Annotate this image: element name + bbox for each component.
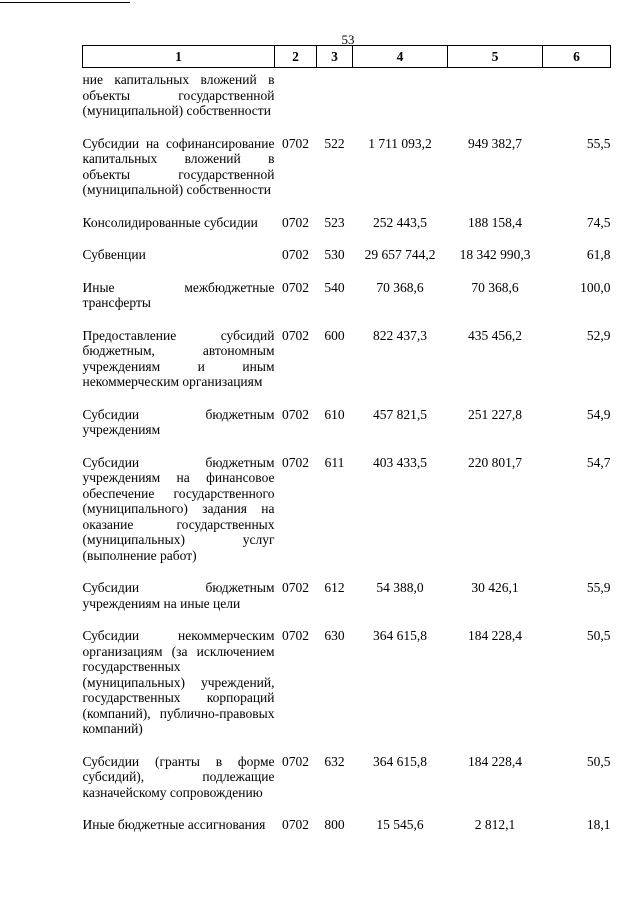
row-percent: 100,0 (580, 279, 611, 295)
column-header-1: 1 (83, 46, 275, 68)
row-section-code: 0702 (282, 406, 309, 422)
row-name: Субсидии бюджетным учреждениям на финансовое обеспечение государственного (муниципального) задания на оказание государственных (муниципальных) услуг (выполнение работ) (82, 454, 275, 563)
row-name: Субсидии некоммерческим организациям (за исключением государственных (муниципальных) учреждений, государственных корпораций (компаний), публично-правовых компаний) (82, 628, 275, 736)
table-row (83, 455, 611, 581)
row-section-code: 0702 (282, 628, 309, 643)
row-percent: 52,9 (586, 327, 611, 343)
row-expense-type: 540 (324, 279, 345, 295)
column-header-3: 3 (317, 46, 353, 68)
row-name: Субсидии на софинансирование капитальных вложений в объекты государственной (муниципальной) собственности (82, 135, 275, 197)
budget-table (82, 45, 611, 833)
row-section-code: 0702 (282, 279, 309, 295)
row-planned: 457 821,5 (373, 406, 427, 422)
table-row (83, 280, 611, 328)
column-header-5: 5 (448, 46, 543, 68)
row-percent (543, 68, 611, 136)
row-section-code: 0702 (282, 580, 309, 595)
row-expense-type: 530 (324, 247, 345, 262)
row-expense-type: 600 (324, 327, 345, 343)
top-left-rule (0, 2, 130, 3)
row-section-code: 0702 (282, 753, 309, 769)
row-expense-type: 611 (324, 454, 345, 470)
row-expense-type: 522 (324, 135, 345, 151)
table-row (83, 328, 611, 407)
row-planned: 364 615,8 (373, 753, 427, 769)
row-name: Иные бюджетные ассигнования (82, 817, 266, 832)
row-planned: 70 368,6 (376, 279, 424, 295)
row-percent: 74,5 (586, 214, 611, 230)
row-expense-type: 800 (324, 817, 345, 832)
table-row (83, 754, 611, 818)
row-planned: 822 437,3 (373, 327, 427, 343)
column-header-2: 2 (275, 46, 317, 68)
row-planned (353, 68, 448, 136)
row-expense-type: 632 (324, 753, 345, 769)
row-executed: 220 801,7 (468, 454, 522, 470)
row-percent: 61,8 (586, 247, 611, 262)
column-header-4: 4 (353, 46, 448, 68)
row-percent: 50,5 (586, 753, 611, 769)
row-planned: 403 433,5 (373, 454, 427, 470)
row-expense-type: 523 (324, 214, 345, 230)
row-executed: 184 228,4 (468, 753, 522, 769)
header-row (83, 46, 611, 68)
row-executed: 70 368,6 (471, 279, 519, 295)
row-name: ние капитальных вложений в объекты государственной (муниципальной) собственности (82, 72, 275, 118)
table-row (83, 580, 611, 628)
row-expense-type (317, 68, 353, 136)
table-row (83, 68, 611, 136)
row-planned: 364 615,8 (373, 628, 427, 643)
page-number: 53 (341, 32, 355, 47)
row-section-code: 0702 (282, 454, 309, 470)
row-percent: 18,1 (586, 817, 611, 832)
row-section-code: 0702 (282, 327, 309, 343)
row-expense-type: 612 (324, 580, 345, 595)
row-expense-type: 630 (324, 628, 345, 643)
table-row (83, 215, 611, 248)
row-planned: 252 443,5 (373, 214, 427, 230)
row-executed: 2 812,1 (474, 817, 516, 832)
row-name: Консолидированные субсидии (82, 214, 258, 230)
row-name: Субвенции (82, 247, 146, 262)
row-name: Иные межбюджетные трансферты (82, 279, 275, 310)
row-percent: 55,9 (586, 580, 611, 595)
row-percent: 55,5 (586, 135, 611, 151)
row-planned: 29 657 744,2 (364, 247, 436, 262)
row-section-code: 0702 (282, 247, 309, 262)
row-percent: 54,7 (586, 454, 611, 470)
row-executed: 18 342 990,3 (459, 247, 531, 262)
row-executed: 949 382,7 (468, 135, 522, 151)
row-percent: 54,9 (586, 406, 611, 422)
row-name: Субсидии (гранты в форме субсидий), подлежащие казначейскому сопровождению (82, 753, 275, 800)
row-section-code (275, 68, 317, 136)
column-header-6: 6 (543, 46, 611, 68)
table-row (83, 247, 611, 280)
row-section-code: 0702 (282, 135, 309, 151)
row-name: Субсидии бюджетным учреждениям на иные цели (82, 580, 275, 611)
row-planned: 54 388,0 (376, 580, 424, 595)
row-percent: 50,5 (586, 628, 611, 643)
row-executed: 188 158,4 (468, 214, 522, 230)
row-expense-type: 610 (324, 406, 345, 422)
row-name: Предоставление субсидий бюджетным, автономным учреждениям и иным некоммерческим организациям (82, 327, 275, 389)
table-row (83, 407, 611, 455)
row-planned: 1 711 093,2 (368, 135, 432, 151)
table-row (83, 136, 611, 215)
row-executed (448, 68, 543, 136)
table-row (83, 817, 611, 833)
row-executed: 435 456,2 (468, 327, 522, 343)
row-name: Субсидии бюджетным учреждениям (82, 406, 275, 437)
row-section-code: 0702 (282, 817, 309, 832)
table-row (83, 628, 611, 754)
row-executed: 184 228,4 (468, 628, 522, 643)
row-executed: 30 426,1 (471, 580, 519, 595)
row-section-code: 0702 (282, 214, 309, 230)
row-executed: 251 227,8 (468, 406, 522, 422)
row-planned: 15 545,6 (376, 817, 424, 832)
